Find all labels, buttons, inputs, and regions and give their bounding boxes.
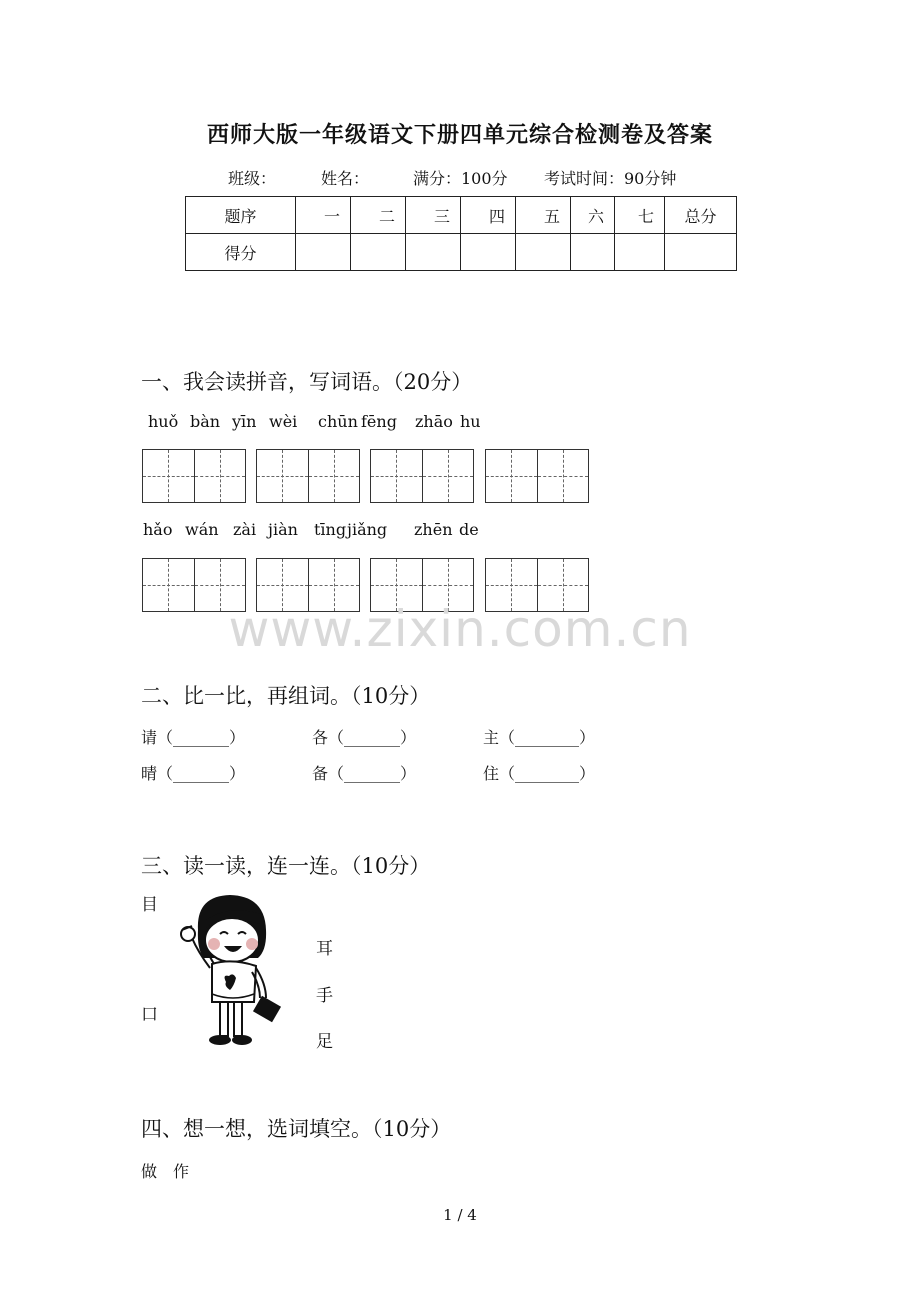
score-row	[186, 234, 737, 271]
pinyin: wán	[185, 520, 219, 539]
score-cell[interactable]	[461, 234, 516, 271]
grid-cell[interactable]	[371, 450, 422, 502]
score-cell[interactable]	[516, 234, 571, 271]
pinyin: yīn	[232, 412, 257, 431]
right-char: 足	[316, 1032, 333, 1052]
compare-item: 各（_______）	[312, 728, 417, 747]
compare-item: 住（________）	[483, 764, 596, 783]
compare-item: 主（________）	[483, 728, 596, 747]
word-options: 做 作	[141, 1162, 190, 1181]
grid-cell[interactable]	[143, 450, 194, 502]
right-char: 手	[316, 986, 333, 1006]
pinyin: fēng	[361, 412, 397, 431]
header-cell: 四	[461, 197, 516, 234]
pinyin: tīng	[314, 520, 347, 539]
pinyin: chūn	[318, 412, 358, 431]
grid-cell[interactable]	[308, 450, 359, 502]
full-score: 满分：100分	[413, 169, 508, 188]
grid-cell[interactable]	[257, 450, 308, 502]
section3-heading: 三、读一读，连一连。（10分）	[141, 854, 431, 878]
grid-cell[interactable]	[486, 450, 537, 502]
header-cell: 五	[516, 197, 571, 234]
header-cell: 七	[615, 197, 665, 234]
section1-heading: 一、我会读拼音，写词语。（20分）	[141, 370, 473, 394]
score-table-header-row	[186, 197, 737, 234]
exam-time: 考试时间：90分钟	[544, 169, 677, 188]
compare-item: 请（_______）	[141, 728, 246, 747]
compare-item: 晴（_______）	[141, 764, 246, 783]
score-row-label: 得分	[186, 234, 296, 271]
page-title: 西师大版一年级语文下册四单元综合检测卷及答案	[206, 122, 713, 148]
grid-cell[interactable]	[422, 450, 473, 502]
score-cell[interactable]	[665, 234, 737, 271]
pinyin: zhēn	[414, 520, 453, 539]
left-char: 目	[141, 895, 158, 915]
pinyin: hǎo	[143, 520, 173, 539]
score-cell[interactable]	[406, 234, 461, 271]
score-cell[interactable]	[296, 234, 351, 271]
score-cell[interactable]	[571, 234, 615, 271]
left-char: 口	[141, 1005, 158, 1025]
grid-cell[interactable]	[194, 450, 245, 502]
name-label: 姓名：	[321, 169, 370, 188]
pinyin: zài	[233, 520, 257, 539]
pinyin: hu	[460, 412, 481, 431]
pinyin: jiǎng	[347, 520, 388, 539]
pinyin: wèi	[269, 412, 298, 431]
header-cell: 三	[406, 197, 461, 234]
writing-grid[interactable]	[485, 449, 589, 503]
header-cell: 六	[571, 197, 615, 234]
pinyin: de	[459, 520, 479, 539]
section4-heading: 四、想一想，选词填空。（10分）	[141, 1117, 452, 1141]
writing-grid[interactable]	[370, 449, 474, 503]
score-cell[interactable]	[351, 234, 406, 271]
header-cell: 题序	[186, 197, 296, 234]
watermark: www.zixin.com.cn	[228, 600, 692, 658]
compare-item: 备（_______）	[312, 764, 417, 783]
class-label: 班级：	[228, 169, 277, 188]
header-cell: 总分	[665, 197, 737, 234]
pinyin: zhāo	[415, 412, 453, 431]
page-number: 1 / 4	[443, 1206, 477, 1224]
pinyin: bàn	[190, 412, 221, 431]
right-char: 耳	[316, 939, 333, 959]
score-cell[interactable]	[615, 234, 665, 271]
header-cell: 一	[296, 197, 351, 234]
score-table	[185, 196, 737, 271]
section2-heading: 二、比一比，再组词。（10分）	[141, 684, 431, 708]
girl-illustration	[170, 890, 290, 1050]
header-cell: 二	[351, 197, 406, 234]
writing-grid[interactable]	[256, 449, 360, 503]
writing-grid[interactable]	[142, 449, 246, 503]
grid-cell[interactable]	[537, 450, 588, 502]
pinyin: jiàn	[268, 520, 298, 539]
pinyin: huǒ	[148, 412, 179, 431]
